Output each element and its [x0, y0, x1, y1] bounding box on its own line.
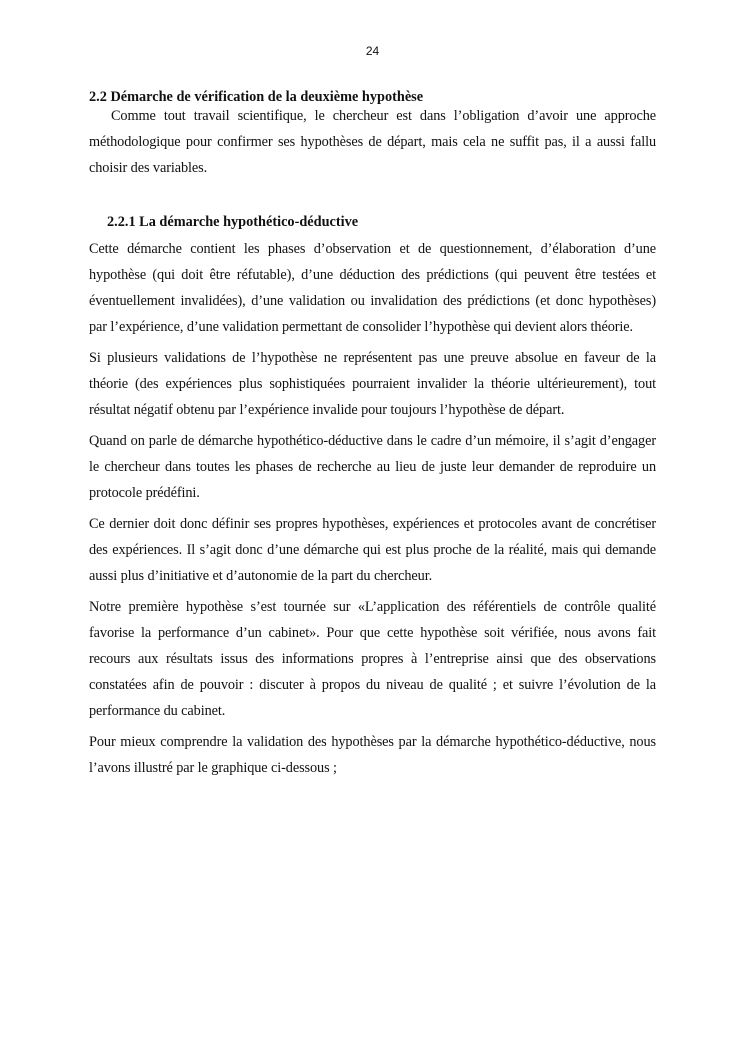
paragraph-illustration: Pour mieux comprendre la validation des hypothèses par la démarche hypothético-déductive, nous l’avons illustré par le graphique ci-dessous ; [89, 734, 656, 776]
intro-paragraph: Comme tout travail scientifique, le chercheur est dans l’obligation d’avoir une approche méthodologique pour confirmer ses hypothèses de départ, mais cela ne suffit pas, il a aussi fallu choisir des variables. [89, 108, 656, 176]
paragraph-researcher: Ce dernier doit donc définir ses propres hypothèses, expériences et protocoles avant de concrétiser des expériences. Il s’agit donc d’une démarche qui est plus proche de la réalité, mais qui demande aussi plus d’initiative et d’autonomie de la part du chercheur. [89, 516, 656, 584]
paragraph-validation: Si plusieurs validations de l’hypothèse ne représentent pas une preuve absolue en faveur de la théorie (des expériences plus sophistiquées pourraient invalider la théorie ultérieurement), tout résultat négatif obtenu par l’expérience invalide pour toujours l’hypothèse de départ. [89, 350, 656, 418]
page-number: 24 [365, 44, 380, 58]
section-heading: 2.2 Démarche de vérification de la deuxième hypothèse [89, 89, 424, 105]
subsection-heading: 2.2.1 La démarche hypothético-déductive [107, 214, 359, 230]
paragraph-memoire: Quand on parle de démarche hypothético-déductive dans le cadre d’un mémoire, il s’agit d’engager le chercheur dans toutes les phases de recherche au lieu de juste leur demander de reproduire un protocole prédéfini. [89, 433, 656, 501]
paragraph-definition: Cette démarche contient les phases d’observation et de questionnement, d’élaboration d’une hypothèse (qui doit être réfutable), d’une déduction des prédictions (qui peuvent être testées et éventuellement invalidées), d’une validation ou invalidation des prédictions (et donc hypothèses) par l’expérience, d’une validation permettant de consolider l’hypothèse qui devient alors théorie. [89, 241, 656, 335]
paragraph-first-hypothesis: Notre première hypothèse s’est tournée sur «L’application des référentiels de contrôle qualité favorise la performance d’un cabinet». Pour que cette hypothèse soit vérifiée, nous avons fait recours aux résultats issus des informations propres à l’entreprise ainsi que des observations constatées afin de pouvoir : discuter à propos du niveau de qualité ; et suivre l’évolution de la performance du cabinet. [89, 599, 656, 719]
document-body [89, 89, 656, 786]
